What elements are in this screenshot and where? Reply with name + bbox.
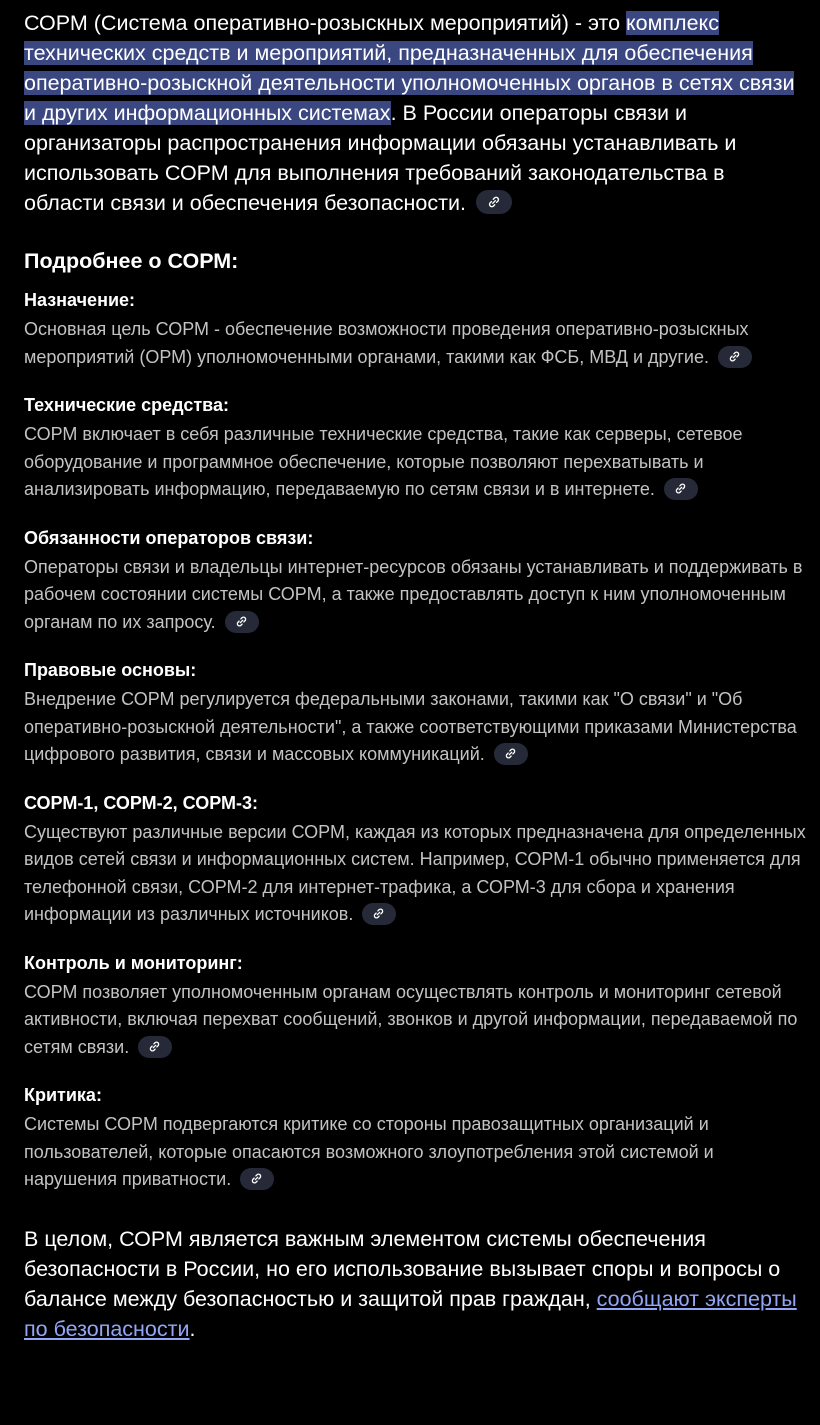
section-body-text: Операторы связи и владельцы интернет-ресурсов обязаны устанавливать и поддерживать в рабочем состоянии системы СОРМ, а также предоставлять доступ к ним уполномоченным органам по их запросу.: [24, 556, 803, 632]
section-heading: Контроль и мониторинг:: [24, 952, 243, 973]
section-body: [24, 819, 810, 929]
section-body: [24, 554, 810, 637]
link-icon: [372, 907, 385, 920]
link-icon: [250, 1172, 263, 1185]
section-body-text: Основная цель СОРМ - обеспечение возможности проведения оперативно-розыскных мероприятий (ОРМ) уполномоченными органами, такими как ФСБ, МВД и другие.: [24, 319, 749, 367]
experts-link[interactable]: сообщают эксперты по безопасности: [24, 1286, 797, 1341]
link-icon: [235, 615, 248, 628]
link-icon: [148, 1040, 161, 1053]
source-link-button[interactable]: [476, 190, 512, 214]
section-body-text: Системы СОРМ подвергаются критике со стороны правозащитных организаций и пользователей, которые опасаются возможного злоупотребления этой системой и нарушения приватности.: [24, 1114, 714, 1189]
section-body-text: СОРМ включает в себя различные технические средства, такие как серверы, сетевое оборудование и программное обеспечение, которые позволяют перехватывать и анализировать информацию, передаваемую по сетям связи и в интернете.: [24, 424, 743, 499]
section-heading: Технические средства:: [24, 395, 230, 415]
section-heading: Критика:: [24, 1085, 102, 1105]
link-icon: [728, 350, 741, 363]
section-heading: Назначение:: [24, 290, 136, 310]
conclusion-end: .: [189, 1316, 196, 1341]
section-body: [24, 421, 810, 504]
section-body: [24, 316, 810, 371]
section-legal-basis: [24, 658, 810, 769]
intro-text-before: СОРМ (Система оперативно-розыскных мероприятий) - это: [24, 11, 627, 35]
source-link-button[interactable]: [718, 346, 752, 368]
section-heading: Обязанности операторов связи:: [24, 527, 314, 548]
intro-text-after: . В России операторы связи и организаторы распространения информации обязаны устанавливать и использовать СОРМ для выполнения требований законодательства в области связи и обеспечения безопасности.: [24, 101, 737, 215]
source-link-button[interactable]: [664, 478, 698, 500]
source-link-button[interactable]: [494, 743, 528, 765]
conclusion-paragraph: [24, 1224, 810, 1344]
section-technical-means: [24, 393, 810, 504]
section-body-text: Внедрение СОРМ регулируется федеральными законами, такими как "О связи" и "Об оперативно-розыскной деятельности", а также соответствующими приказами Министерства цифрового развития, связи и массовых коммуникаций.: [24, 689, 797, 764]
source-link-button[interactable]: [138, 1036, 172, 1058]
more-title: Подробнее о СОРМ:: [24, 249, 239, 273]
section-body: [24, 979, 810, 1062]
section-body: [24, 1111, 810, 1194]
source-link-button[interactable]: [225, 611, 259, 633]
section-body: [24, 686, 810, 769]
section-versions: [24, 791, 810, 929]
section-operator-duties: [24, 526, 810, 637]
section-body-text: СОРМ позволяет уполномоченным органам осуществлять контроль и мониторинг сетевой активности, включая перехват сообщений, звонков и другой информации, передаваемой по сетям связи.: [24, 981, 798, 1057]
section-heading: Правовые основы:: [24, 660, 197, 680]
conclusion-text: В целом, СОРМ является важным элементом системы обеспечения безопасности в России, но его использование вызывает споры и вопросы о балансе между безопасностью и защитой прав граждан,: [24, 1226, 781, 1311]
section-heading: СОРМ-1, СОРМ-2, СОРМ-3:: [24, 792, 258, 813]
link-icon: [504, 747, 517, 760]
section-criticism: [24, 1083, 810, 1194]
section-body-text: Существуют различные версии СОРМ, каждая из которых предназначена для определенных видов сетей связи и информационных систем. Например, СОРМ-1 обычно применяется для телефонной связи, СОРМ-2 для интернет-трафика, а СОРМ-3 для сбора и хранения информации из различных источников.: [24, 821, 806, 924]
section-monitoring: [24, 951, 810, 1062]
link-icon: [487, 195, 501, 209]
link-icon: [674, 482, 687, 495]
source-link-button[interactable]: [362, 903, 396, 925]
intro-paragraph: [24, 8, 810, 218]
source-link-button[interactable]: [240, 1168, 274, 1190]
highlighted-text: комплекс технических средств и мероприятий, предназначенных для обеспечения оперативно-розыскной деятельности уполномоченных органов в сетях связи и других информационных системах: [24, 11, 795, 125]
section-purpose: [24, 288, 810, 371]
